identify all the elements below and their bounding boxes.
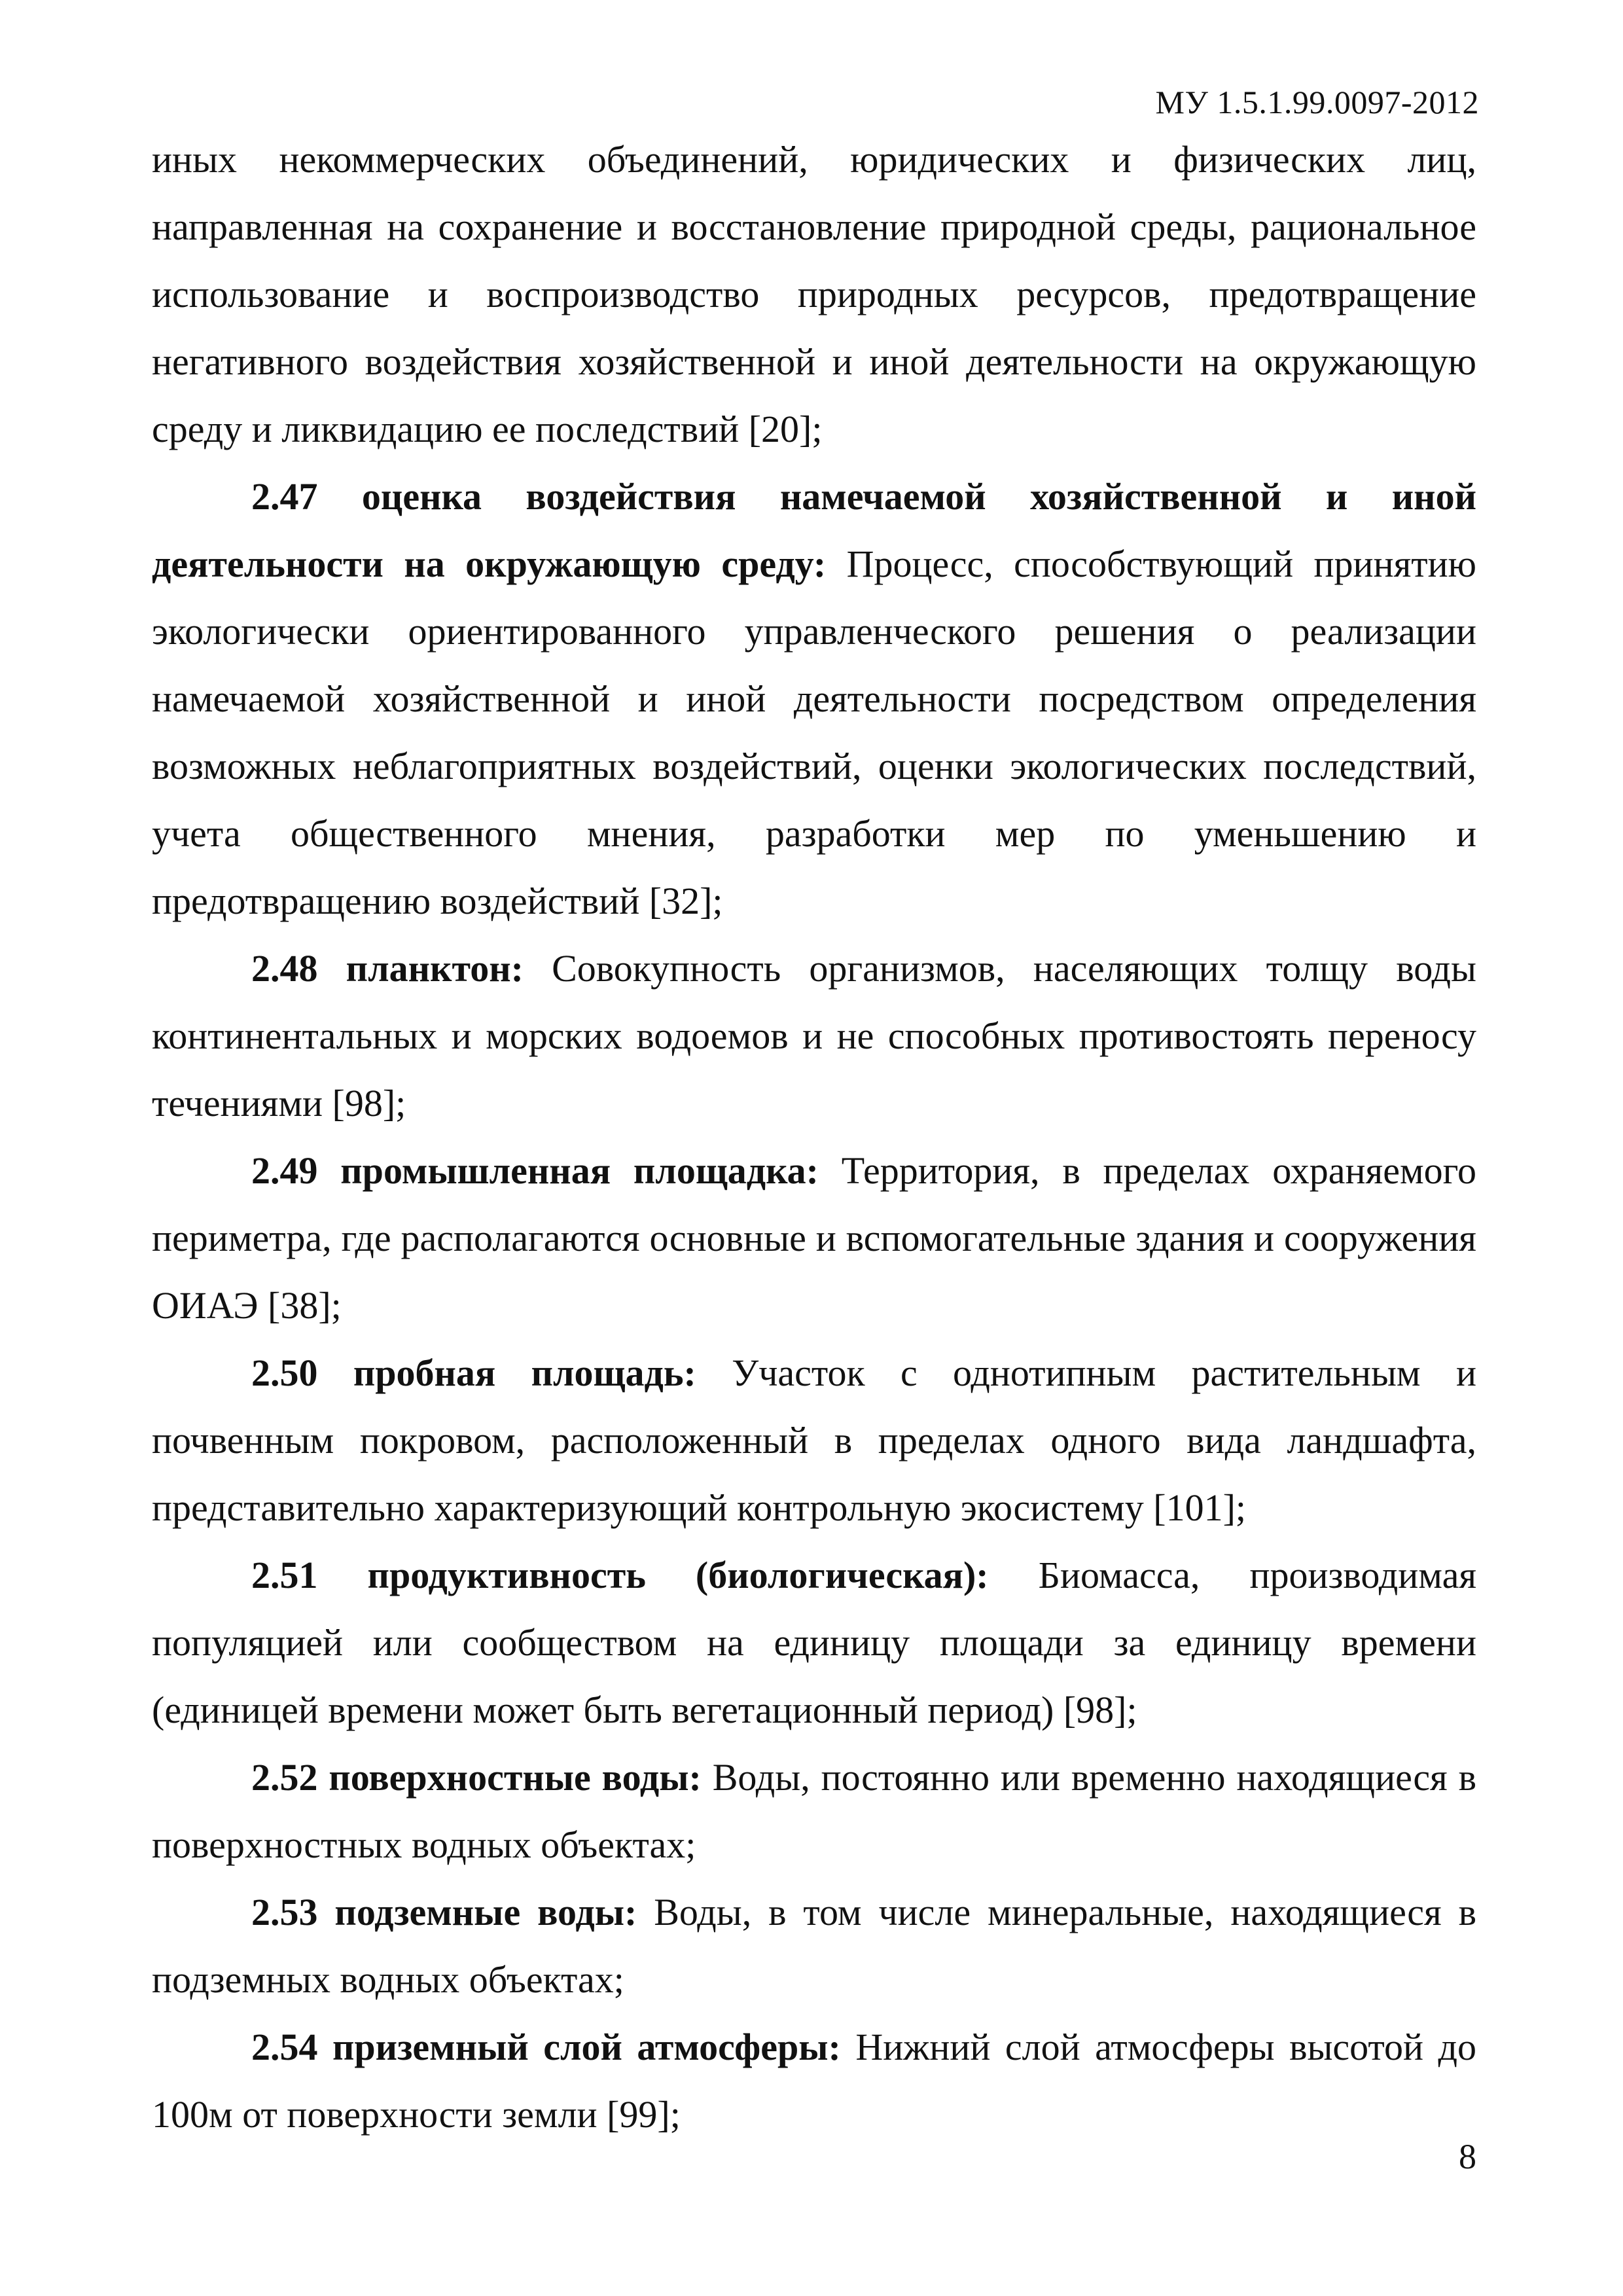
term-entry-2-53 <box>152 1878 1476 2013</box>
term-entry-2-54 <box>152 2013 1476 2148</box>
term-title: планктон: <box>346 947 524 990</box>
term-definition: Биомасса, производимая популяцией или сообществом на единицу площади за единицу времени (единицей времени может быть вегетационный период) [98]; <box>152 1554 1477 1731</box>
term-entry-2-50 <box>152 1339 1476 1541</box>
term-title: продуктивность (биологическая): <box>367 1554 989 1596</box>
term-definition: Нижний слой атмосферы высотой до 100м от поверхности земли [99]; <box>152 2026 1477 2136</box>
term-title: подземные воды: <box>334 1891 637 1933</box>
term-title: оценка воздействия намечаемой хозяйственной и иной деятельности на окружающую среду: <box>152 475 1477 585</box>
document-body <box>152 126 1476 2148</box>
term-definition: Территория, в пределах охраняемого периметра, где располагаются основные и вспомогательные здания и сооружения ОИАЭ [38]; <box>152 1149 1476 1327</box>
term-title: пробная площадь: <box>353 1352 696 1394</box>
document-code: МУ 1.5.1.99.0097-2012 <box>1155 84 1479 120</box>
continuation-paragraph: иных некоммерческих объединений, юридических и физических лиц, направленная на сохранение и восстановление природной среды, рациональное использование и воспроизводство природных ресурсов, предотвращение негативного воздействия хозяйственной и иной деятельности на окружающую среду и ликвидацию ее последствий [20]; <box>152 138 1476 450</box>
term-number: 2.47 <box>251 475 318 518</box>
term-number: 2.51 <box>251 1554 318 1596</box>
term-entry-2-49 <box>152 1137 1476 1339</box>
term-definition: Совокупность организмов, населяющих толщу воды континентальных и морских водоемов и не способных противостоять переносу течениями [98]; <box>152 947 1477 1124</box>
term-number: 2.48 <box>251 947 318 990</box>
term-title: приземный слой атмосферы: <box>332 2026 841 2068</box>
term-definition: Воды, постоянно или временно находящиеся в поверхностных водных объектах; <box>152 1756 1476 1866</box>
term-definition: Процесс, способствующий принятию экологически ориентированного управленческого решения о реализации намечаемой хозяйственной и иной деятельности посредством определения возможных неблагоприятных воздействий, оценки экологических последствий, учета общественного мнения, разработки мер по уменьшению и предотвращению воздействий [32]; <box>152 543 1477 922</box>
term-entry-2-48 <box>152 935 1476 1137</box>
term-entry-2-47 <box>152 463 1476 935</box>
term-definition: Участок с однотипным растительным и почвенным покровом, расположенный в пределах одного вида ландшафта, представительно характеризующий контрольную экосистему [101]; <box>152 1352 1476 1529</box>
page-number: 8 <box>1459 2137 1476 2176</box>
term-number: 2.54 <box>251 2026 318 2068</box>
term-definition: Воды, в том числе минеральные, находящиеся в подземных водных объектах; <box>152 1891 1477 2001</box>
term-number: 2.50 <box>251 1352 318 1394</box>
term-entry-2-52 <box>152 1744 1476 1878</box>
term-number: 2.52 <box>251 1756 318 1799</box>
term-number: 2.53 <box>251 1891 318 1933</box>
term-title: поверхностные воды: <box>329 1756 702 1799</box>
term-title: промышленная площадка: <box>340 1149 819 1192</box>
term-entry-2-51 <box>152 1541 1476 1744</box>
term-number: 2.49 <box>251 1149 318 1192</box>
